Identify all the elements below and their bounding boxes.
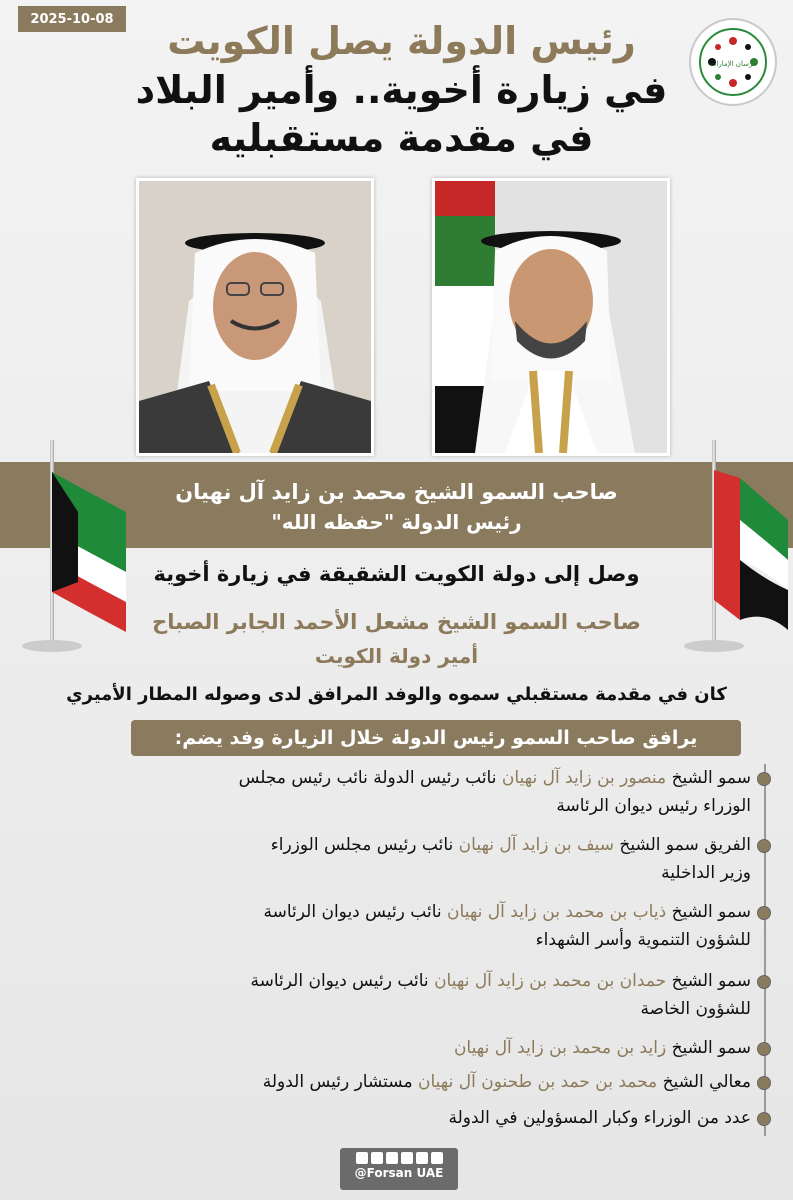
headline-line-3: في مقدمة مستقبليه [209, 116, 594, 160]
facebook-icon[interactable] [401, 1152, 413, 1164]
forsan-uae-logo [689, 18, 777, 106]
delegation-item: سمو الشيخ حمدان بن محمد بن زايد آل نهيان نائب رئيس ديوان الرئاسة للشؤون الخاصة [250, 971, 751, 1019]
delegation-item: الفريق سمو الشيخ سيف بن زايد آل نهيان نائب رئيس مجلس الوزراء وزير الداخلية [270, 835, 751, 883]
emir-title: أمير دولة الكويت [314, 644, 479, 668]
logo-text: فرسان الإمارات [709, 60, 757, 68]
emir-name: صاحب السمو الشيخ مشعل الأحمد الجابر الصباح [152, 610, 641, 634]
flag-base-left [22, 640, 82, 652]
delegation-item: معالي الشيخ محمد بن حمد بن طحنون آل نهيان مستشار رئيس الدولة [262, 1072, 751, 1092]
reception-text: كان في مقدمة مستقبلي سموه والوفد المرافق لدى وصوله المطار الأميري [66, 684, 727, 705]
arrival-text: وصل إلى دولة الكويت الشقيقة في زيارة أخوية [153, 562, 640, 586]
delegation-item: عدد من الوزراء وكبار المسؤولين في الدولة [448, 1108, 751, 1128]
social-handle[interactable]: @Forsan UAE [354, 1166, 444, 1180]
timeline-dot [757, 1076, 771, 1090]
timeline-dot [757, 772, 771, 786]
portrait-kuwait-emir [136, 178, 374, 456]
timeline-dot [757, 839, 771, 853]
telegram-icon[interactable] [371, 1152, 383, 1164]
headline [130, 16, 673, 162]
logo-emblem-icon [698, 27, 768, 97]
x-icon[interactable] [386, 1152, 398, 1164]
president-name: صاحب السمو الشيخ محمد بن زايد آل نهيان [175, 480, 618, 504]
youtube-icon[interactable] [356, 1152, 368, 1164]
president-title: رئيس الدولة "حفظه الله" [271, 510, 522, 534]
date-badge: 2025-10-08 [18, 6, 126, 32]
timeline-dot [757, 1112, 771, 1126]
delegation-header: يرافق صاحب السمو رئيس الدولة خلال الزيارة وفد يضم: [131, 720, 741, 756]
timeline-dot [757, 975, 771, 989]
snapchat-icon[interactable] [431, 1152, 443, 1164]
delegation-item: سمو الشيخ ذياب بن محمد بن زايد آل نهيان نائب رئيس ديوان الرئاسة للشؤون التنموية وأسر الشهداء [263, 902, 751, 950]
delegation-item: سمو الشيخ منصور بن زايد آل نهيان نائب رئيس الدولة نائب رئيس مجلس الوزراء رئيس ديوان الرئاسة [238, 768, 751, 816]
flag-base-right [684, 640, 744, 652]
timeline-dot [757, 1042, 771, 1056]
timeline-dot [757, 906, 771, 920]
instagram-icon[interactable] [416, 1152, 428, 1164]
headline-line-1: رئيس الدولة يصل الكويت [167, 19, 636, 63]
uae-flag-icon [700, 470, 790, 635]
portrait-uae-president [432, 178, 670, 456]
headline-line-2: في زيارة أخوية.. وأمير البلاد [135, 68, 668, 112]
delegation-item: سمو الشيخ زايد بن محمد بن زايد آل نهيان [453, 1038, 751, 1058]
social-footer [340, 1148, 458, 1190]
kuwait-flag-icon [38, 472, 128, 637]
